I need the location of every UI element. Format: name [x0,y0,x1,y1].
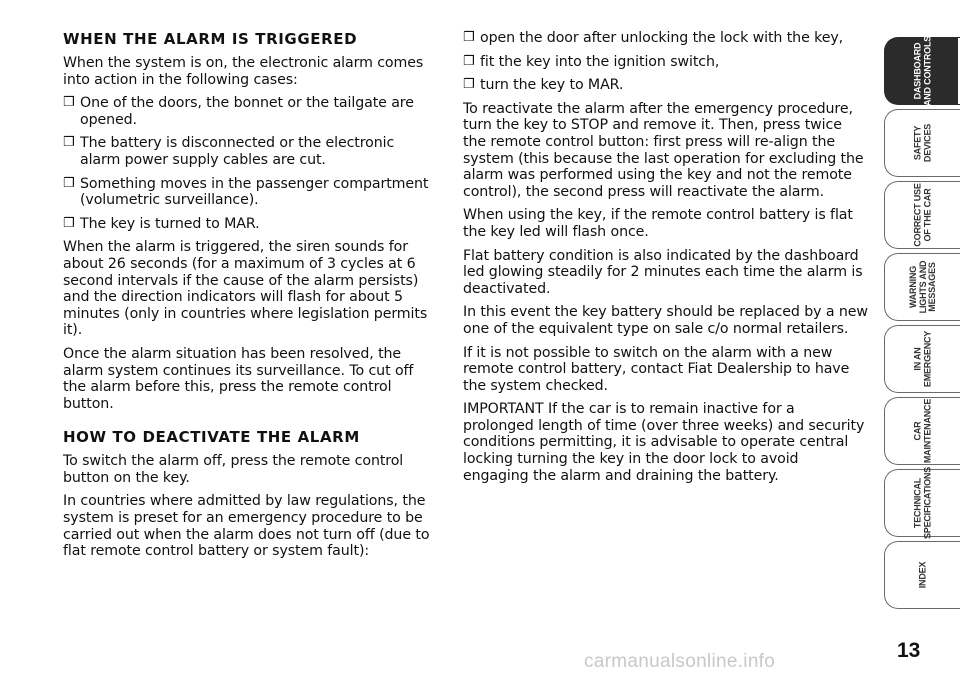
checkbox-bullet-icon: ❒ [463,30,475,45]
tab-in-an-emergency[interactable]: IN AN EMERGENCY [884,325,960,393]
list-item: ❒ Something moves in the passenger compartment (volumetric surveillance). [63,175,429,209]
paragraph: IMPORTANT If the car is to remain inactive for a prolonged length of time (over three weeks) and security conditions permitting, it is advisable to operate central locking turning the key in the door lock to avoid engaging the alarm and draining the battery. [463,401,865,484]
list-item: ❒ turn the key to MAR. [463,77,624,94]
section-heading-deactivate-alarm: HOW TO DEACTIVATE THE ALARM [63,428,360,447]
checkbox-bullet-icon: ❒ [63,175,75,191]
tab-car-maintenance[interactable]: CAR MAINTENANCE [884,397,960,465]
checkbox-bullet-icon: ❒ [463,77,475,93]
chapter-tabs [884,0,960,679]
left-column [63,30,438,567]
checkbox-bullet-icon: ❒ [63,95,75,111]
paragraph: When using the key, if the remote control battery is flat the key led will flash once. [463,207,853,240]
paragraph: In this event the key battery should be replaced by a new one of the equivalent type on sale c/o normal retailers. [463,304,868,337]
list-item: ❒ open the door after unlocking the lock with the key, [463,30,844,46]
paragraph: When the system is on, the electronic alarm comes into action in the following cases: [63,55,424,88]
paragraph: In countries where admitted by law regulations, the system is preset for an emergency procedure to be carried out when the alarm does not turn off (due to flat remote control battery or system fault): [63,493,430,560]
list-item: ❒ One of the doors, the bonnet or the tailgate are opened. [63,95,414,128]
paragraph: Once the alarm situation has been resolved, the alarm system continues its surveillance. To cut off the alarm before this, press the remote control button. [63,345,414,412]
tab-correct-use-of-the-car[interactable]: CORRECT USE OF THE CAR [884,181,960,249]
paragraph: To switch the alarm off, press the remote control button on the key. [63,453,404,486]
list-item: ❒ The key is turned to MAR. [63,215,260,232]
tab-technical-specifications[interactable]: TECHNICAL SPECIFICATIONS [884,469,960,537]
checkbox-bullet-icon: ❒ [63,215,75,231]
page-number: 13 [897,639,921,662]
paragraph: Flat battery condition is also indicated by the dashboard led glowing steadily for 2 minutes each time the alarm is deactivated. [463,247,863,297]
watermark: carmanualsonline.info [584,651,776,672]
right-column [463,30,868,491]
list-item: ❒ The battery is disconnected or the electronic alarm power supply cables are cut. [63,135,395,168]
tab-index[interactable]: INDEX [884,541,960,609]
paragraph: To reactivate the alarm after the emergency procedure, turn the key to STOP and remove it. Then, press twice the remote control button: first press will re-align the system (this because the last operation for excluding the alarm was performed using the key and not the remote control), the second press will reactivate the alarm. [463,100,864,200]
list-item: ❒ fit the key into the ignition switch, [463,53,720,70]
tab-warning-lights-and-messages[interactable]: WARNING LIGHTS AND MESSAGES [884,253,960,321]
paragraph: When the alarm is triggered, the siren sounds for about 26 seconds (for a maximum of 3 cycles at 6 second intervals if the cause of the alarm persists) and the direction indicators will flash for about 5 minutes (only in countries where legislation permits it). [63,239,428,339]
tab-safety-devices[interactable]: SAFETY DEVICES [884,109,960,177]
paragraph: If it is not possible to switch on the alarm with a new remote control battery, contact Fiat Dealership to have the system checked. [463,344,850,394]
section-heading-alarm-triggered: WHEN THE ALARM IS TRIGGERED [63,30,358,48]
checkbox-bullet-icon: ❒ [463,53,475,69]
checkbox-bullet-icon: ❒ [63,135,75,151]
tab-dashboard-and-controls[interactable]: DASHBOARD AND CONTROLS [884,37,960,105]
